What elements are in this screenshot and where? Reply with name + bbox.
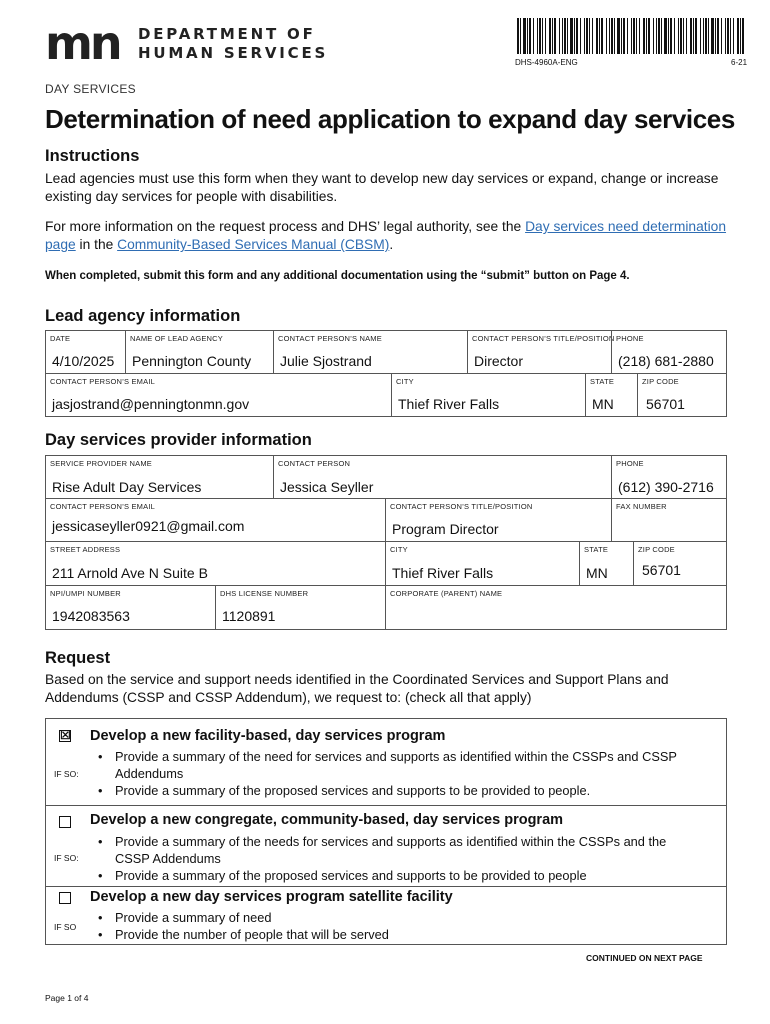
barcode-bar: [668, 18, 669, 54]
option-2-title: Develop a new congregate, community-based, day services program: [90, 812, 564, 828]
list-item: • Provide a summary of need: [98, 909, 698, 926]
field-value: (218) 681-2880: [618, 353, 714, 369]
instructions-heading: Instructions: [45, 147, 140, 165]
barcode-bar: [627, 18, 628, 54]
lead-email-field[interactable]: [45, 373, 392, 417]
barcode-bar: [648, 18, 650, 54]
field-label: CONTACT PERSON: [278, 459, 351, 468]
field-value: Thief River Falls: [398, 396, 500, 412]
dept-line-1: DEPARTMENT OF: [138, 25, 316, 43]
option-1-if-so: IF SO:: [54, 769, 79, 779]
field-value: Director: [474, 353, 524, 369]
barcode-bar: [705, 18, 707, 54]
field-value: 56701: [642, 562, 681, 578]
barcode-bar: [623, 18, 625, 54]
provider-fax-field[interactable]: [611, 498, 727, 542]
provider-email-field[interactable]: [45, 498, 386, 542]
barcode-bar: [742, 18, 744, 54]
lead-date-field[interactable]: [45, 330, 126, 374]
barcode-bar: [708, 18, 709, 54]
field-label: ZIP CODE: [638, 545, 675, 554]
barcode-bar: [653, 18, 654, 54]
field-value: 56701: [646, 396, 685, 412]
option-2-checkbox[interactable]: [59, 816, 71, 828]
provider-phone-field[interactable]: [611, 455, 727, 499]
p2-middle: in the: [75, 237, 118, 252]
field-label: STREET ADDRESS: [50, 545, 121, 554]
barcode-bar: [542, 18, 543, 54]
field-label: STATE: [584, 545, 609, 554]
barcode-bar: [539, 18, 541, 54]
barcode-bar: [592, 18, 593, 54]
option-3-bullets: [98, 909, 698, 943]
list-item: • Provide a summary of the proposed services and supports to be provided to people: [98, 867, 698, 884]
barcode-bar: [631, 18, 632, 54]
list-item: • Provide the number of people that will be served: [98, 926, 698, 943]
barcode-bar: [703, 18, 704, 54]
provider-license-field[interactable]: [215, 585, 386, 630]
barcode-bar: [680, 18, 682, 54]
barcode-bar: [621, 18, 622, 54]
instructions-paragraph-2: [45, 218, 735, 254]
page-number: Page 1 of 4: [45, 993, 89, 1003]
section-label: DAY SERVICES: [45, 82, 136, 96]
page-title: Determination of need application to expand day services: [45, 104, 735, 134]
barcode-bar: [570, 18, 573, 54]
request-option-2: [45, 805, 727, 887]
instructions-paragraph-1: Lead agencies must use this form when they want to develop new day services or expand, change or increase existing day services for people with disabilities.: [45, 171, 719, 204]
barcode-bar: [614, 18, 615, 54]
lead-contact-title-field[interactable]: [467, 330, 615, 374]
field-label: NPI/UMPI NUMBER: [50, 589, 121, 598]
barcode-bar: [725, 18, 726, 54]
lead-agency-name-field[interactable]: [125, 330, 274, 374]
option-2-if-so: IF SO:: [54, 853, 79, 863]
barcode-bar: [727, 18, 729, 54]
provider-zip-field[interactable]: [633, 541, 727, 586]
field-value: 4/10/2025: [52, 353, 115, 369]
field-label: CONTACT PERSON’S TITLE/POSITION: [472, 334, 615, 343]
lead-city-field[interactable]: [391, 373, 586, 417]
barcode-bar: [715, 18, 716, 54]
field-value: Julie Sjostrand: [280, 353, 372, 369]
provider-name-field[interactable]: [45, 455, 274, 499]
field-value: (612) 390-2716: [618, 479, 714, 495]
field-value: jessicaseyller0921@gmail.com: [52, 518, 245, 534]
request-heading: Request: [45, 649, 111, 667]
barcode-bar: [617, 18, 620, 54]
provider-heading: Day services provider information: [45, 431, 312, 449]
option-1-bullets: [98, 748, 698, 799]
barcode-bar: [664, 18, 667, 54]
lead-phone-field[interactable]: [611, 330, 727, 374]
option-1-title: Develop a new facility-based, day services program: [90, 728, 446, 744]
provider-state-field[interactable]: [579, 541, 634, 586]
mn-logo: [45, 26, 129, 60]
barcode-bar: [564, 18, 566, 54]
field-value: 1942083563: [52, 608, 130, 624]
provider-city-field[interactable]: [385, 541, 580, 586]
lead-zip-field[interactable]: [637, 373, 727, 417]
barcode-bar: [596, 18, 598, 54]
option-1-checkbox[interactable]: ☒: [60, 728, 71, 742]
request-option-1: [45, 718, 727, 806]
barcode-bar: [658, 18, 660, 54]
field-label: DHS LICENSE NUMBER: [220, 589, 309, 598]
option-3-checkbox[interactable]: [59, 892, 71, 904]
provider-contact-field[interactable]: [273, 455, 612, 499]
barcode-bar: [636, 18, 637, 54]
barcode-bar: [599, 18, 600, 54]
barcode-bar: [523, 18, 526, 54]
field-label: PHONE: [616, 459, 644, 468]
barcode-bar: [517, 18, 519, 54]
barcode-bar: [533, 18, 534, 54]
lead-contact-name-field[interactable]: [273, 330, 468, 374]
barcode-bar: [537, 18, 538, 54]
barcode-bar: [695, 18, 697, 54]
lead-agency-form: [45, 330, 727, 417]
barcode-bar: [646, 18, 647, 54]
field-value: 211 Arnold Ave N Suite B: [52, 565, 208, 581]
provider-form: [45, 455, 727, 630]
barcode-bar: [656, 18, 657, 54]
barcode-bar: [520, 18, 521, 54]
day-services-need-link[interactable]: Day services need determination page: [45, 219, 727, 252]
provider-corporate-field[interactable]: [385, 585, 727, 630]
request-option-3: [45, 886, 727, 945]
field-label: DATE: [50, 334, 71, 343]
request-intro: Based on the service and support needs identified in the Coordinated Services and Support Plans and Addendums (CSSP and CSSP Addendum), we request to: (check all that apply): [45, 672, 669, 705]
barcode-bar: [670, 18, 672, 54]
barcode-bar: [717, 18, 719, 54]
field-label: NAME OF LEAD AGENCY: [130, 334, 223, 343]
barcode-bar: [527, 18, 528, 54]
field-label: FAX NUMBER: [616, 502, 667, 511]
logo-mark: mn: [45, 26, 120, 60]
barcode-bar: [639, 18, 640, 54]
field-label: CITY: [396, 377, 414, 386]
barcode-bar: [554, 18, 556, 54]
provider-title-field[interactable]: [385, 498, 612, 542]
barcode-bar: [678, 18, 679, 54]
barcode-bar: [643, 18, 645, 54]
list-item: • Provide a summary of the proposed services and supports to be provided to people.: [98, 782, 698, 799]
barcode-bar: [730, 18, 731, 54]
field-value: 1120891: [222, 608, 276, 624]
field-label: CONTACT PERSON’S NAME: [278, 334, 382, 343]
lead-agency-heading: Lead agency information: [45, 307, 241, 325]
option-2-bullets: [98, 833, 698, 884]
barcode-bar: [559, 18, 560, 54]
barcode-bar: [674, 18, 675, 54]
barcode-bar: [567, 18, 568, 54]
barcode-bar: [562, 18, 563, 54]
barcode-bar: [633, 18, 635, 54]
option-3-if-so: IF SO: [54, 922, 77, 932]
barcode-bar: [721, 18, 722, 54]
barcode-bar: [740, 18, 741, 54]
barcode: [517, 18, 747, 54]
form-revision: 6-21: [731, 58, 748, 67]
barcode-bar: [601, 18, 603, 54]
field-label: PHONE: [616, 334, 644, 343]
list-item: • Provide a summary of the need for services and supports as identified within the CSSPs and CSSP Addendums: [98, 748, 698, 782]
lead-state-field[interactable]: [585, 373, 638, 417]
field-value: Program Director: [392, 521, 499, 537]
field-value: Rise Adult Day Services: [52, 479, 202, 495]
department-name: [138, 25, 328, 63]
field-value: MN: [586, 565, 608, 581]
field-label: ZIP CODE: [642, 377, 679, 386]
form-number: DHS-4960A-ENG: [515, 58, 578, 67]
p2-prefix: For more information on the request process and DHS’ legal authority, see the: [45, 219, 526, 234]
dept-line-2: HUMAN SERVICES: [138, 44, 329, 62]
barcode-bar: [661, 18, 662, 54]
field-value: Pennington County: [132, 353, 252, 369]
barcode-bar: [693, 18, 694, 54]
p2-suffix: .: [389, 237, 394, 252]
continued-note: CONTINUED ON NEXT PAGE: [586, 953, 703, 963]
field-label: SERVICE PROVIDER NAME: [50, 459, 153, 468]
barcode-bar: [549, 18, 551, 54]
barcode-bar: [580, 18, 581, 54]
barcode-bar: [589, 18, 590, 54]
field-label: CITY: [390, 545, 408, 554]
field-label: CONTACT PERSON’S EMAIL: [50, 377, 155, 386]
barcode-bar: [611, 18, 613, 54]
barcode-bar: [683, 18, 684, 54]
field-value: MN: [592, 396, 614, 412]
barcode-bar: [700, 18, 701, 54]
barcode-bar: [576, 18, 578, 54]
barcode-bar: [584, 18, 585, 54]
barcode-bar: [690, 18, 692, 54]
cbsm-link[interactable]: Community-Based Services Manual (CBSM): [117, 237, 390, 252]
list-item: • Provide a summary of the needs for services and supports as identified within the CSSPs and the CSSP Addendums: [98, 833, 698, 867]
provider-street-field[interactable]: [45, 541, 386, 586]
barcode-bar: [529, 18, 531, 54]
barcode-bar: [737, 18, 739, 54]
field-value: jasjostrand@penningtonmn.gov: [52, 396, 250, 412]
provider-npi-field[interactable]: [45, 585, 216, 630]
barcode-bar: [586, 18, 588, 54]
barcode-bar: [574, 18, 575, 54]
barcode-bar: [545, 18, 546, 54]
field-value: Jessica Seyller: [280, 479, 374, 495]
barcode-bar: [552, 18, 553, 54]
barcode-bar: [733, 18, 734, 54]
barcode-bar: [686, 18, 687, 54]
field-label: STATE: [590, 377, 615, 386]
barcode-bar: [606, 18, 607, 54]
option-3-title: Develop a new day services program satellite facility: [90, 889, 453, 905]
field-label: CONTACT PERSON’S EMAIL: [50, 502, 155, 511]
field-label: CONTACT PERSON’S TITLE/POSITION: [390, 502, 533, 511]
field-label: CORPORATE (PARENT) NAME: [390, 589, 503, 598]
barcode-bar: [711, 18, 714, 54]
submit-note: When completed, submit this form and any additional documentation using the “submit” button on Page 4.: [45, 270, 630, 282]
barcode-bar: [609, 18, 610, 54]
field-value: Thief River Falls: [392, 565, 494, 581]
